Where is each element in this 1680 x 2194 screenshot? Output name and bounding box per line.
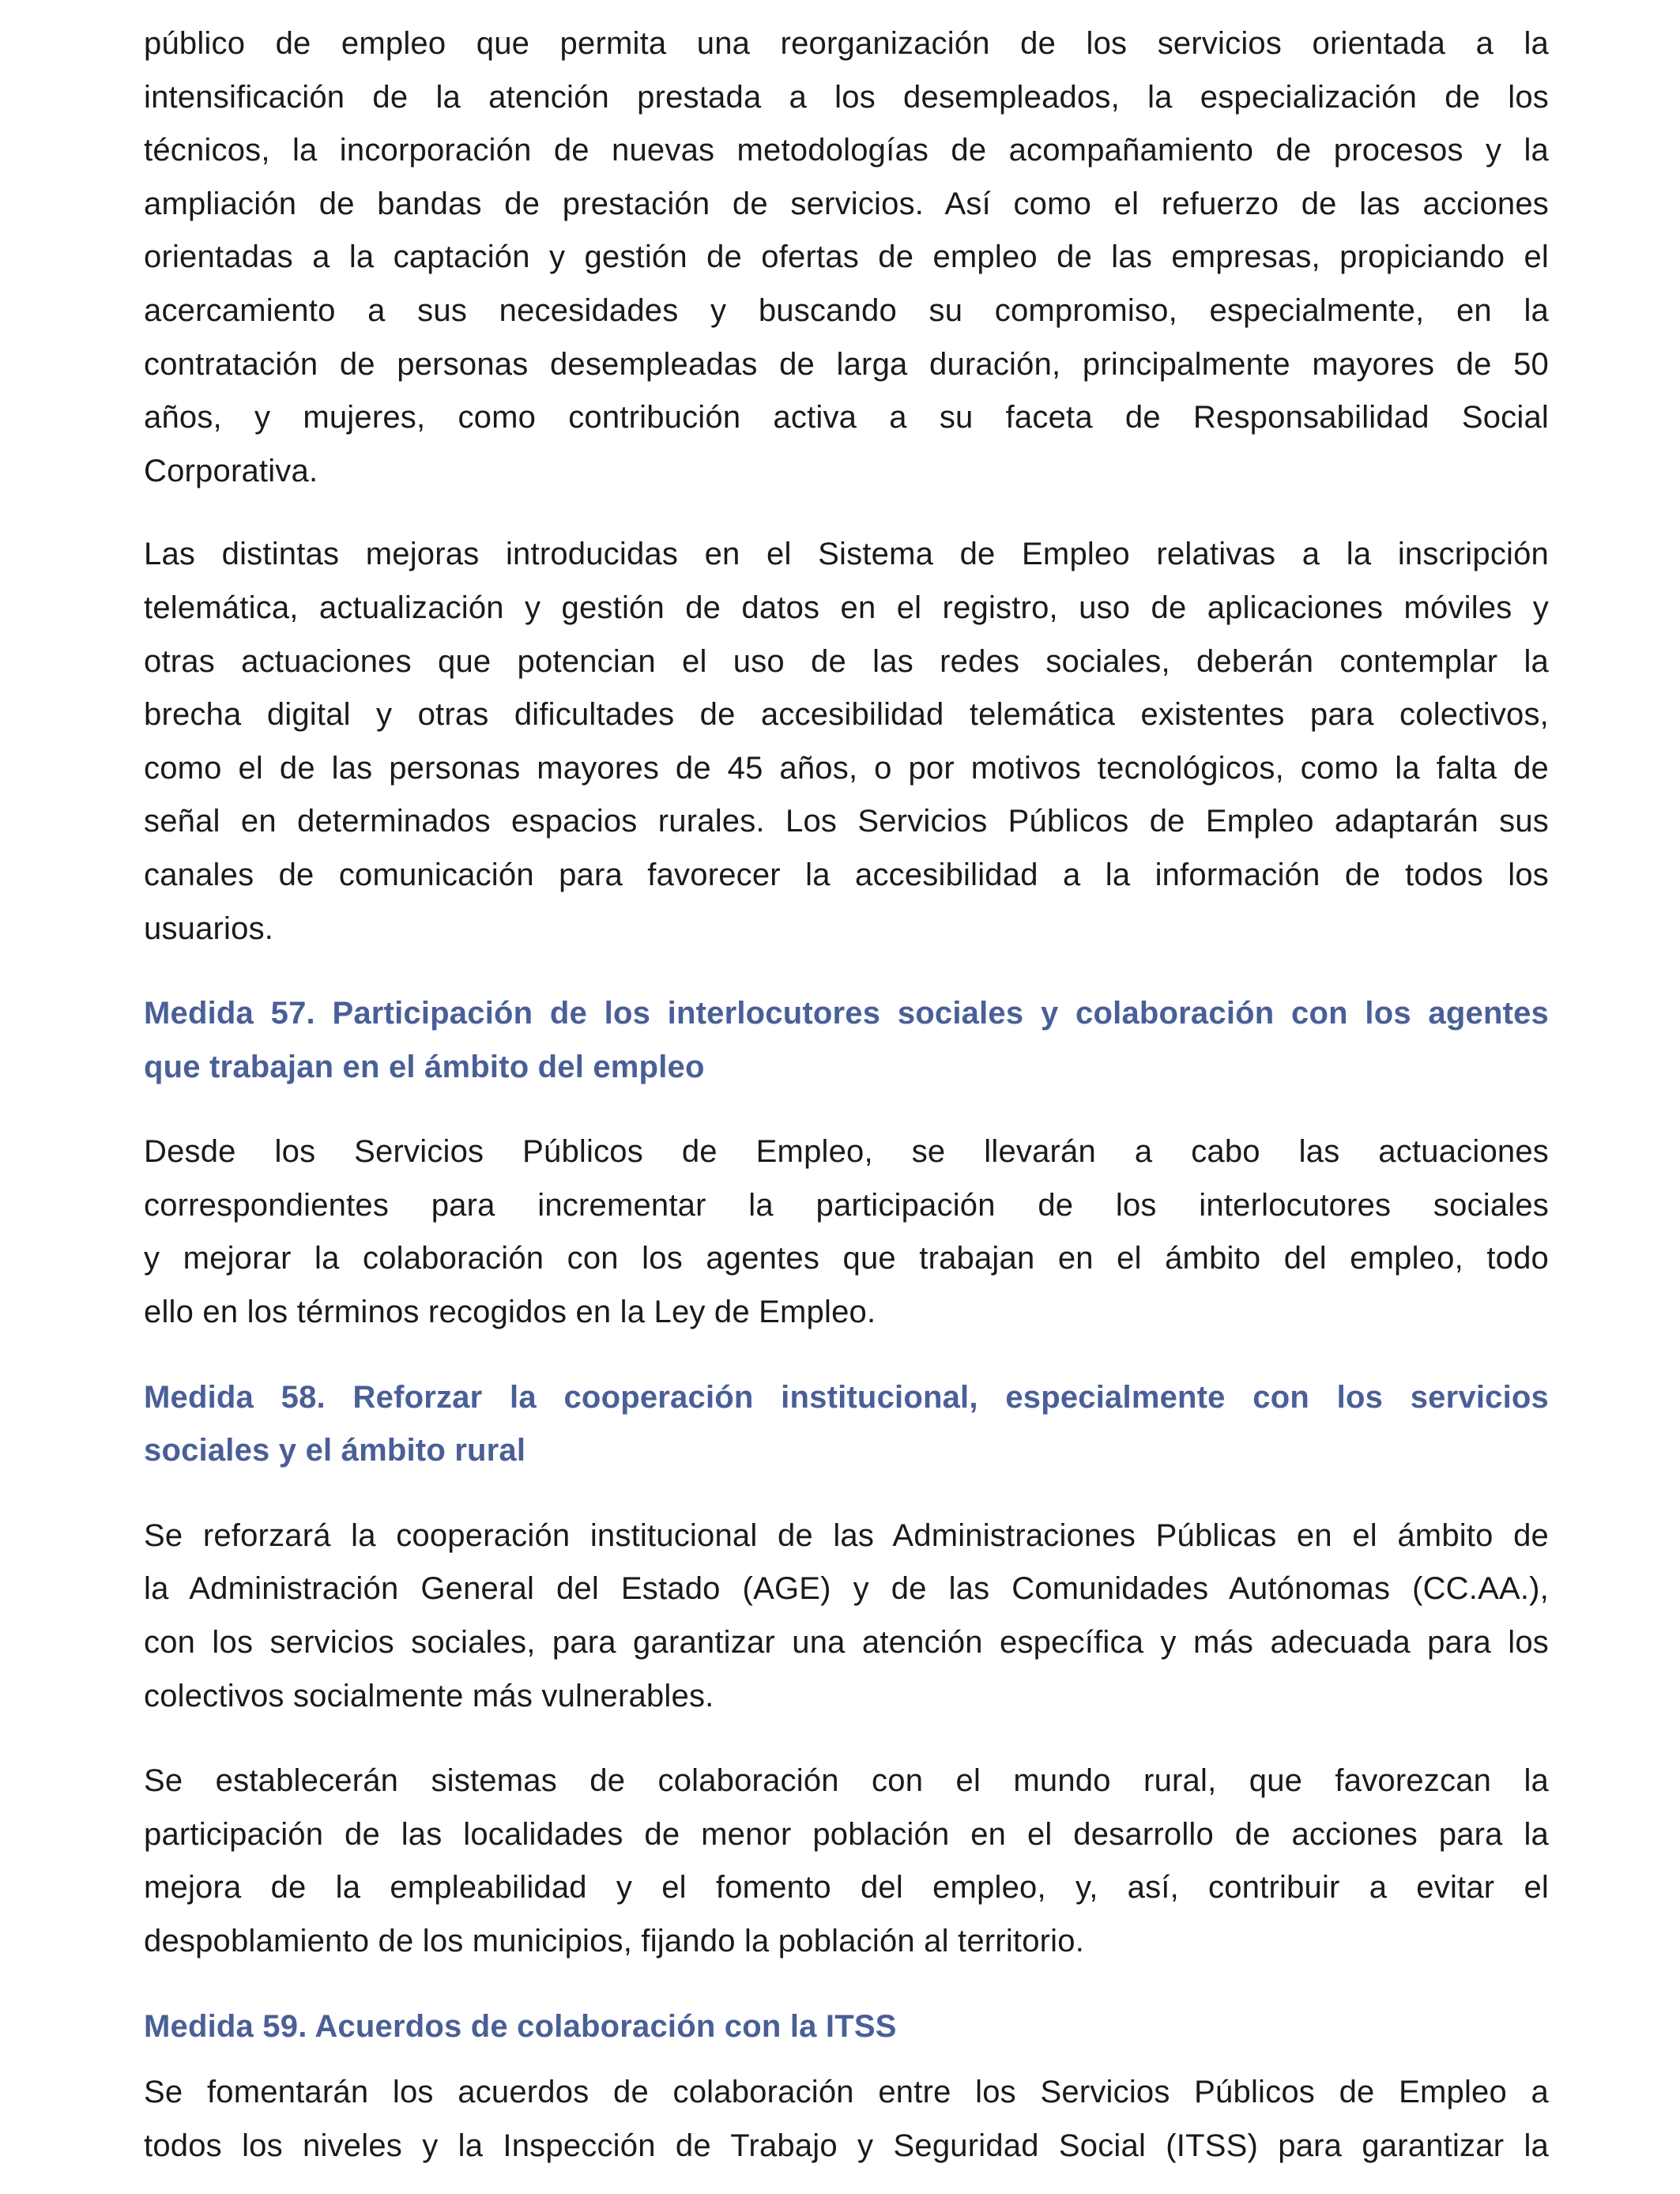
text-line: canales de comunicación para favorecer la accesibilidad a la información de todos los <box>144 857 1549 892</box>
text-line: años, y mujeres, como contribución activa a su faceta de Responsabilidad Social <box>144 400 1549 435</box>
text-line: intensificación de la atención prestada a los desempleados, la especialización de los <box>144 79 1549 115</box>
text-line: contratación de personas desempleadas de larga duración, principalmente mayores de 50 <box>144 346 1549 382</box>
heading-medida-57 <box>144 987 1549 1094</box>
text-line: despoblamiento de los municipios, fijando la población al territorio. <box>144 1924 1085 1958</box>
paragraph-medida-58-institutional <box>144 1510 1549 1723</box>
heading-line: Medida 57. Participación de los interlocutores sociales y colaboración con los agentes <box>144 996 1549 1031</box>
text-line: usuarios. <box>144 910 274 946</box>
heading-medida-59 <box>144 2000 1549 2054</box>
heading-line: Medida 58. Reforzar la cooperación institucional, especialmente con los servicios <box>144 1379 1549 1415</box>
paragraph-medida-57 <box>144 1125 1549 1339</box>
text-line: ampliación de bandas de prestación de servicios. Así como el refuerzo de las acciones <box>144 186 1549 221</box>
text-line: con los servicios sociales, para garantizar una atención específica y más adecuada para los <box>144 1625 1549 1661</box>
text-line: otras actuaciones que potencian el uso de las redes sociales, deberán contemplar la <box>144 643 1549 679</box>
paragraph-medida-58-rural <box>144 1755 1549 1968</box>
text-line: técnicos, la incorporación de nuevas metodologías de acompañamiento de procesos y la <box>144 133 1549 168</box>
text-line: Las distintas mejoras introducidas en el Sistema de Empleo relativas a la inscripción <box>144 537 1549 572</box>
heading-medida-58 <box>144 1371 1549 1478</box>
text-line: colectivos socialmente más vulnerables. <box>144 1678 714 1713</box>
heading-line: Medida 59. Acuerdos de colaboración con la ITSS <box>144 2008 897 2044</box>
text-line: mejora de la empleabilidad y el fomento del empleo, y, así, contribuir a evitar el <box>144 1870 1549 1906</box>
text-line: participación de las localidades de menor población en el desarrollo de acciones para la <box>144 1816 1549 1852</box>
text-line: brecha digital y otras dificultades de accesibilidad telemática existentes para colectivos, <box>144 697 1549 733</box>
text-line: y mejorar la colaboración con los agentes que trabajan en el ámbito del empleo, todo <box>144 1241 1549 1276</box>
text-line: señal en determinados espacios rurales. Los Servicios Públicos de Empleo adaptarán sus <box>144 804 1549 839</box>
text-line: orientadas a la captación y gestión de ofertas de empleo de las empresas, propiciando el <box>144 239 1549 275</box>
text-line: Se establecerán sistemas de colaboración con el mundo rural, que favorezcan la <box>144 1763 1549 1799</box>
paragraph-medida-59 <box>144 2066 1549 2173</box>
text-line: todos los niveles y la Inspección de Trabajo y Seguridad Social (ITSS) para garantizar la <box>144 2128 1549 2163</box>
text-line: como el de las personas mayores de 45 años, o por motivos tecnológicos, como la falta de <box>144 750 1549 786</box>
text-line: Corporativa. <box>144 453 318 488</box>
text-line: la Administración General del Estado (AGE) y de las Comunidades Autónomas (CC.AA.), <box>144 1571 1549 1607</box>
paragraph-public-employment-services <box>144 17 1549 498</box>
text-line: Desde los Servicios Públicos de Empleo, se llevarán a cabo las actuaciones <box>144 1134 1549 1170</box>
paragraph-digital-improvements <box>144 528 1549 956</box>
document-page <box>144 17 1549 2173</box>
text-line: telemática, actualización y gestión de datos en el registro, uso de aplicaciones móviles y <box>144 590 1549 625</box>
text-line: correspondientes para incrementar la participación de los interlocutores sociales <box>144 1187 1549 1223</box>
text-line: público de empleo que permita una reorganización de los servicios orientada a la <box>144 26 1549 61</box>
heading-line: sociales y el ámbito rural <box>144 1433 526 1468</box>
heading-line: que trabajan en el ámbito del empleo <box>144 1049 705 1084</box>
text-line: ello en los términos recogidos en la Ley de Empleo. <box>144 1295 876 1330</box>
text-line: Se fomentarán los acuerdos de colaboración entre los Servicios Públicos de Empleo a <box>144 2075 1549 2110</box>
text-line: acercamiento a sus necesidades y buscando su compromiso, especialmente, en la <box>144 292 1549 328</box>
text-line: Se reforzará la cooperación institucional de las Administraciones Públicas en el ámbito de <box>144 1517 1549 1553</box>
